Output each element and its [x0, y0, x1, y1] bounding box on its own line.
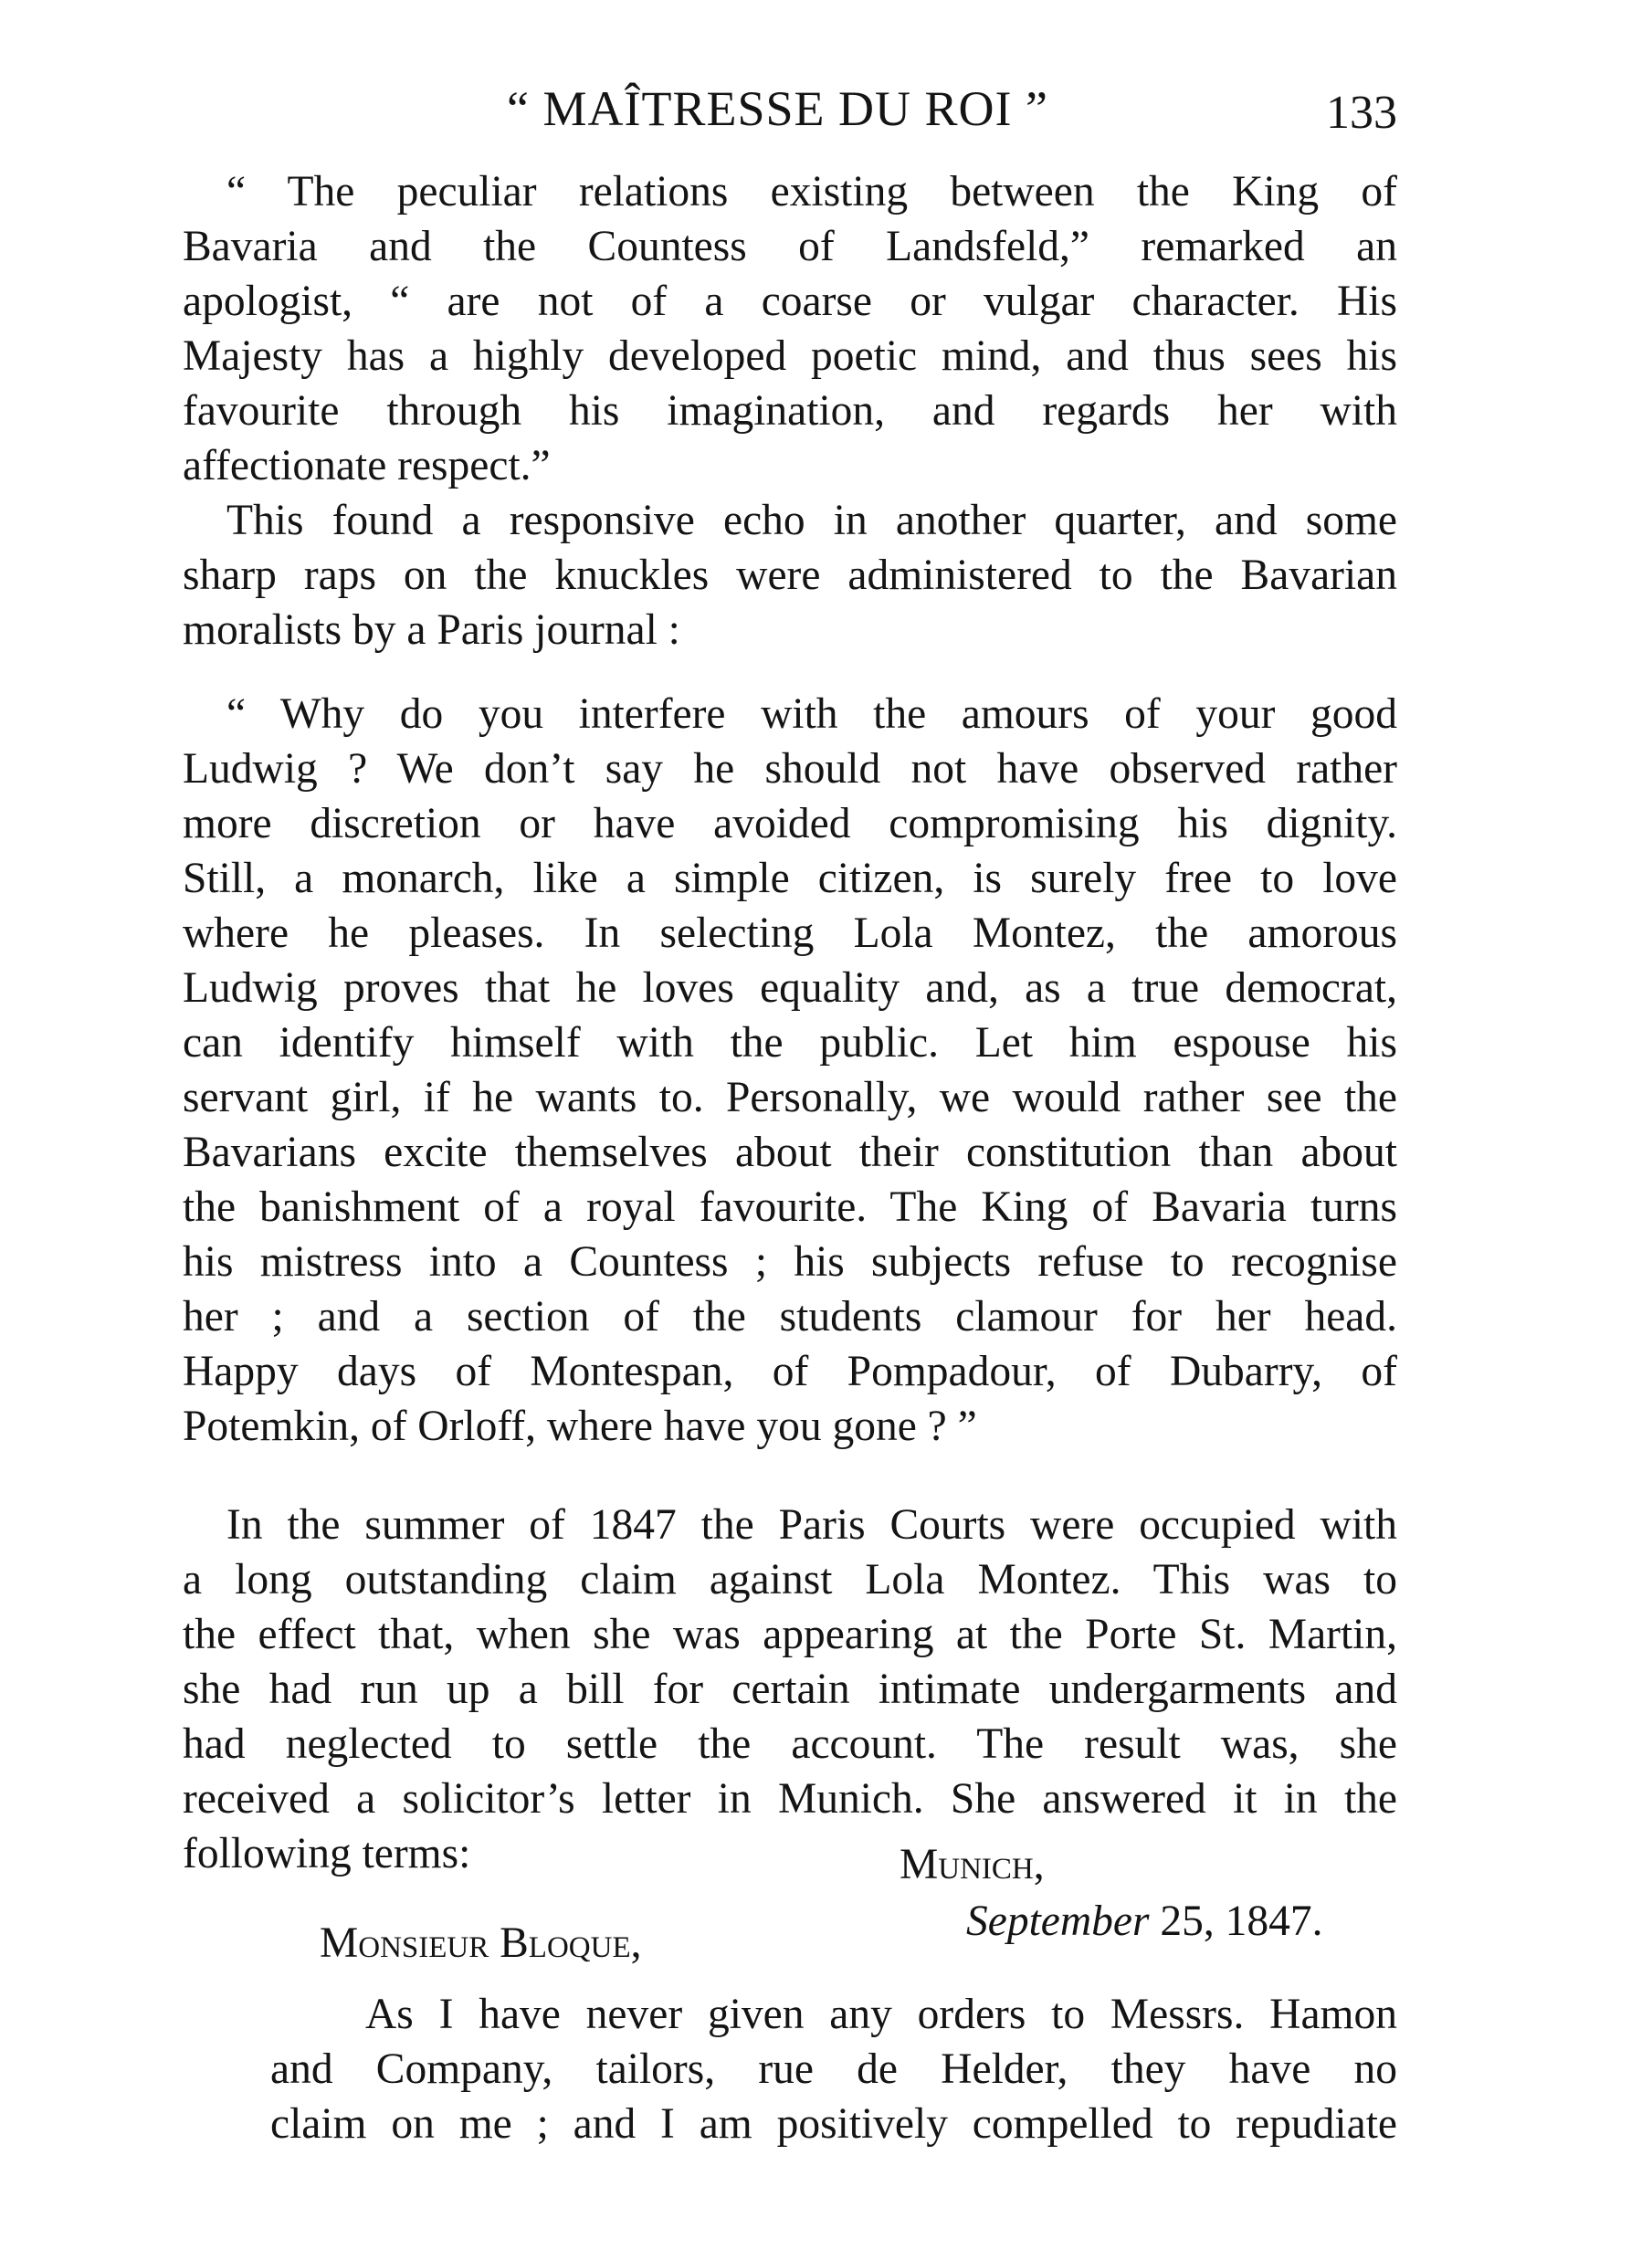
text-line: moralists by a Paris journal : — [183, 606, 680, 654]
text-line: a long outstanding claim against Lola Montez. This was to — [183, 1556, 1397, 1603]
text-line: Happy days of Montespan, of Pompadour, of Dubarry, of — [183, 1348, 1397, 1395]
text-line: Still, a monarch, like a simple citizen, is surely free to love — [183, 855, 1397, 902]
letter-line: As I have never given any orders to Messrs. Hamon — [365, 1991, 1397, 2038]
text-line: “ Why do you interfere with the amours of your good — [226, 690, 1397, 738]
running-title: “ MAÎTRESSE DU ROI ” — [507, 81, 1048, 136]
letter-place: Munich, — [900, 1841, 1045, 1888]
text-line: sharp raps on the knuckles were administered to the Bavarian — [183, 552, 1397, 599]
page-number: 133 — [1326, 87, 1397, 139]
text-line: his mistress into a Countess ; his subjects refuse to recognise — [183, 1238, 1397, 1286]
text-line: received a solicitor’s letter in Munich. She answered it in the — [183, 1775, 1397, 1823]
text-line: Majesty has a highly developed poetic mind, and thus sees his — [183, 332, 1397, 380]
text-line: “ The peculiar relations existing between the King of — [226, 168, 1397, 216]
text-line: affectionate respect.” — [183, 442, 551, 489]
text-line: In the summer of 1847 the Paris Courts were occupied with — [226, 1501, 1397, 1549]
text-line: Ludwig proves that he loves equality and, as a true democrat, — [183, 964, 1397, 1012]
letter-salutation: Monsieur Bloque, — [320, 1919, 642, 1967]
text-line: had neglected to settle the account. The result was, she — [183, 1720, 1397, 1768]
text-line: servant girl, if he wants to. Personally, we would rather see the — [183, 1074, 1397, 1121]
letter-line: and Company, tailors, rue de Helder, they have no — [270, 2045, 1397, 2093]
text-line: the banishment of a royal favourite. The King of Bavaria turns — [183, 1183, 1397, 1231]
text-line: Potemkin, of Orloff, where have you gone ? ” — [183, 1403, 977, 1450]
letter-date-month: September — [966, 1898, 1150, 1945]
text-line: favourite through his imagination, and regards her with — [183, 387, 1397, 435]
text-line: This found a responsive echo in another quarter, and some — [226, 497, 1397, 544]
text-line: her ; and a section of the students clamour for her head. — [183, 1293, 1397, 1341]
text-line: can identify himself with the public. Let him espouse his — [183, 1019, 1397, 1067]
text-line: the effect that, when she was appearing at the Porte St. Martin, — [183, 1611, 1397, 1658]
page-header — [183, 80, 1397, 153]
text-line: she had run up a bill for certain intimate undergarments and — [183, 1666, 1397, 1713]
text-line: more discretion or have avoided compromising his dignity. — [183, 800, 1397, 847]
text-line: where he pleases. In selecting Lola Montez, the amorous — [183, 909, 1397, 957]
text-line: following terms: — [183, 1830, 471, 1877]
letter-line: claim on me ; and I am positively compelled to repudiate — [270, 2100, 1397, 2148]
letter-date — [966, 1894, 1322, 1949]
text-line: Bavaria and the Countess of Landsfeld,” remarked an — [183, 223, 1397, 270]
letter-date-rest: 25, 1847. — [1149, 1898, 1323, 1945]
text-line: Ludwig ? We don’t say he should not have observed rather — [183, 745, 1397, 793]
text-line: apologist, “ are not of a coarse or vulgar character. His — [183, 278, 1397, 325]
text-line: Bavarians excite themselves about their constitution than about — [183, 1129, 1397, 1176]
